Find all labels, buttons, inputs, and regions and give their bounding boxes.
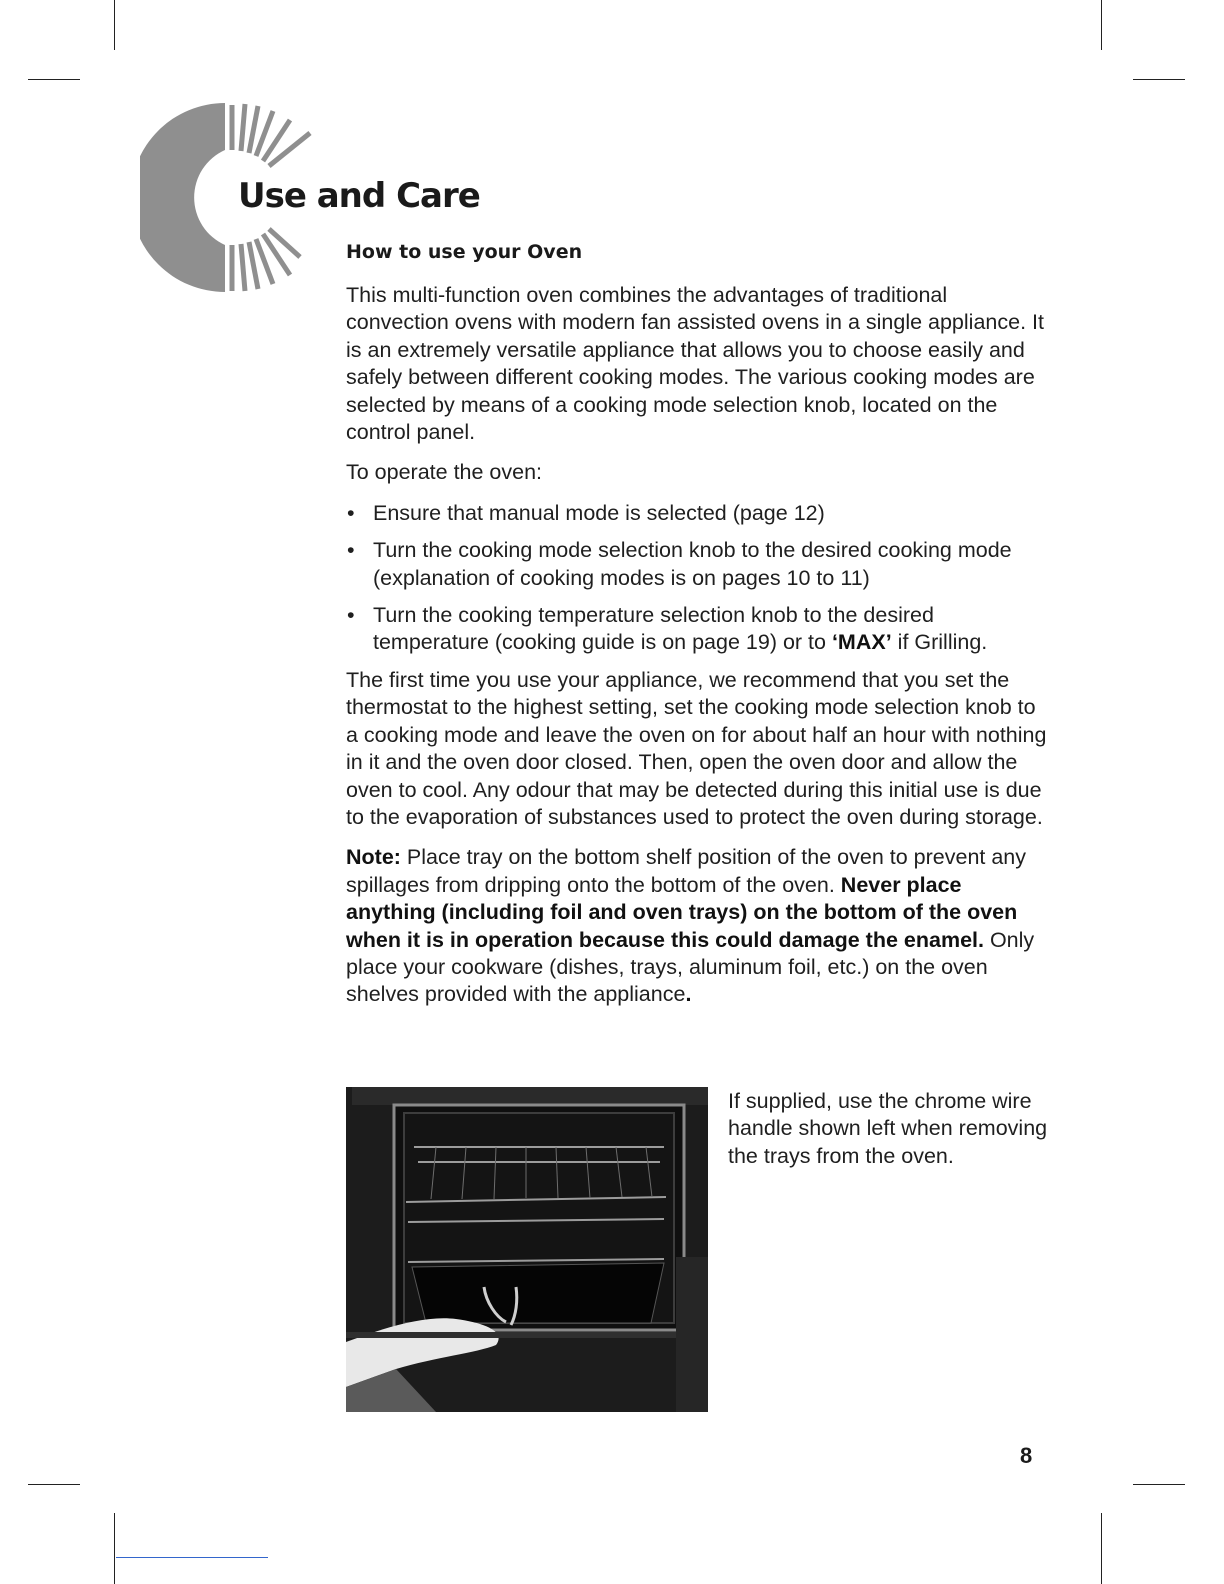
list-item: • Turn the cooking mode selection knob to the desired cooking mode (explanation of cooking modes is on pages 10 to 11) xyxy=(347,538,1012,590)
bullet-icon: • xyxy=(347,538,355,563)
note-warning: Never place anything (including foil and oven trays) on the bottom of the oven when it is in operation because this could damage the enamel. xyxy=(346,872,1018,952)
list-item: • Ensure that manual mode is selected (page 12) xyxy=(346,500,1052,527)
oven-photo xyxy=(346,1087,708,1412)
figure-caption: If supplied, use the chrome wire handle shown left when removing the trays from the oven. xyxy=(728,1089,1048,1168)
instruction-list xyxy=(346,500,1052,657)
max-setting: ‘MAX’ xyxy=(831,630,892,655)
footer-link-underline xyxy=(116,1557,268,1558)
first-time-paragraph: The first time you use your appliance, we recommend that you set the thermostat to the highest setting, set the cooking mode selection knob to a cooking mode and leave the oven on for about half an hour with nothing in it and the oven door closed. Then, open the oven door and allow the oven to cool. Any odour that may be detected during this initial use is due to the evaporation of substances used to protect the oven during storage. xyxy=(346,667,1047,829)
bullet-icon: • xyxy=(347,500,355,525)
crop-mark xyxy=(1101,0,1102,50)
crop-mark xyxy=(28,1484,80,1485)
body-text xyxy=(346,282,1052,1022)
note-paragraph: Note: Place tray on the bottom shelf position of the oven to prevent any spillages from dripping onto the bottom of the oven. Never place anything (including foil and oven trays) on the bottom of the oven when it is in operation because this could damage the enamel. Only place your cookware (dishes, trays, aluminum foil, etc.) on the oven shelves provided with the appliance. xyxy=(346,845,1035,1007)
page-number: 8 xyxy=(1020,1443,1033,1468)
crop-mark xyxy=(28,79,80,80)
section-subtitle: How to use your Oven xyxy=(346,241,583,263)
crop-mark xyxy=(1133,79,1185,80)
oven-illustration xyxy=(346,1087,708,1412)
logo-arc xyxy=(140,103,225,292)
intro-paragraph: This multi-function oven combines the advantages of traditional convection ovens with modern fan assisted ovens in a single appliance. It is an extremely versatile appliance that allows you to choose easily and safely between different cooking modes. The various cooking modes are selected by means of a cooking mode selection knob, located on the control panel. xyxy=(346,283,1044,445)
operate-lead: To operate the oven: xyxy=(346,460,543,485)
crop-mark xyxy=(114,1513,115,1584)
note-label: Note: xyxy=(346,845,401,870)
crop-mark xyxy=(1101,1513,1102,1584)
bullet-icon: • xyxy=(347,603,355,628)
page-title: Use and Care xyxy=(238,176,480,216)
crop-mark xyxy=(114,0,115,50)
crop-mark xyxy=(1133,1484,1185,1485)
list-item: • Turn the cooking temperature selection knob to the desired temperature (cooking guide is on page 19) or to ‘MAX’ if Grilling. xyxy=(347,603,988,655)
